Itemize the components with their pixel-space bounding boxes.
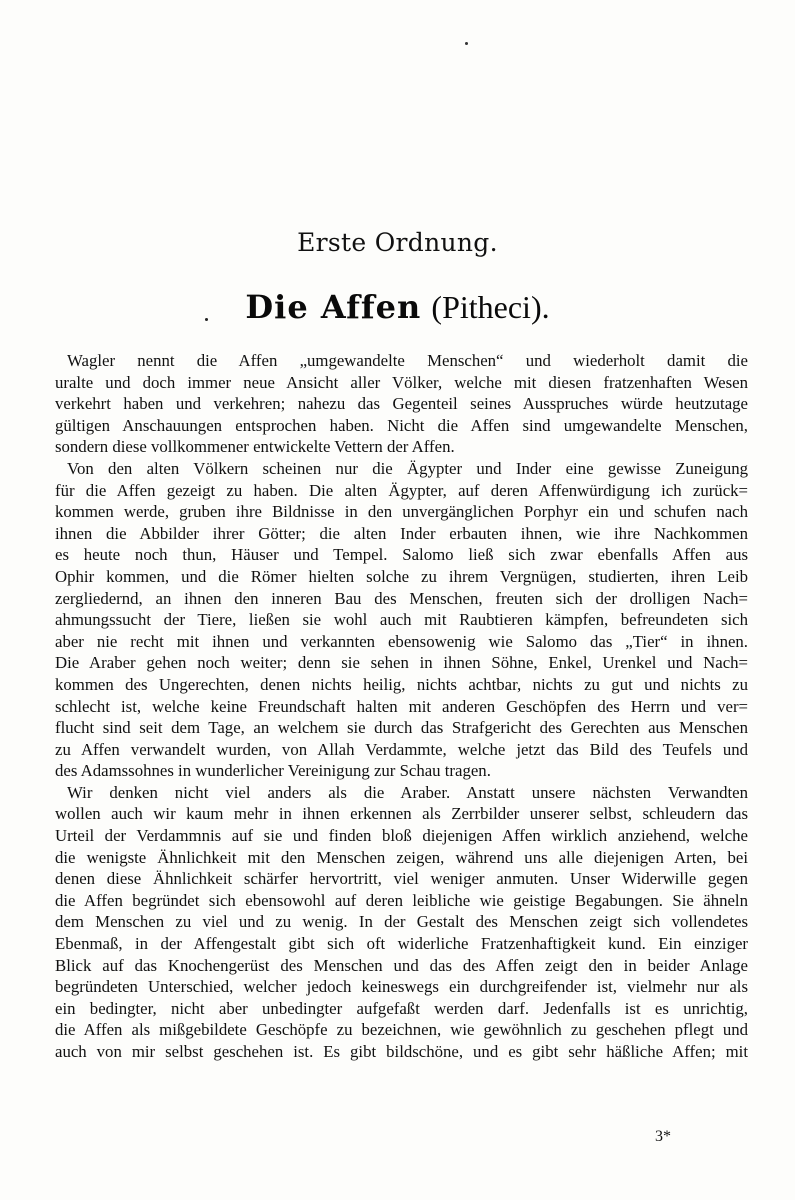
text-line: Ebenmaß, in der Affengestalt gibt sich oft widerliche Fratzenhaftigkeit kund. Ein einziger [55,934,748,954]
text-line: Blick auf das Knochengerüst des Menschen und das des Affen zeigt den in beider Anlage [55,955,748,975]
text-line: verkehrt haben und verkehren; nahezu das Gegenteil seines Ausspruches würde heutzutage [55,394,748,414]
text-line: zergliedernd, an ihnen den inneren Bau des Menschen, freuten sich der drolligen Nach= [55,588,748,608]
text-line: Die Araber gehen noch weiter; denn sie sehen in ihnen Söhne, Enkel, Urenkel und Nach= [55,653,748,673]
text-line: ihnen die Abbilder ihrer Götter; die alten Inder erbauten ihnen, wie ihre Nachkommen [55,523,748,543]
text-line: aber nie recht mit ihnen und verkannten ebensowenig wie Salomo das „Tier“ in ihnen. [55,631,748,651]
title-main: Die Affen [245,288,422,326]
text-line: ahmungssucht der Tiere, ließen sie wohl auch mit Raubtieren kämpfen, befreundeten sich [55,610,748,630]
text-line: Von den alten Völkern scheinen nur die Ägypter und Inder eine gewisse Zuneigung [67,458,748,478]
signature-mark: 3* [655,1128,671,1145]
text-line: Wir denken nicht viel anders als die Araber. Anstatt unsere nächsten Verwandten [67,782,748,802]
text-line: für die Affen gezeigt zu haben. Die alten Ägypter, auf deren Affenwürdigung ich zurück= [55,480,748,500]
text-line: wollen auch wir kaum mehr in ihnen erkennen als Zerrbilder unserer selbst, schleudern das [55,804,748,824]
text-line: sondern diese vollkommener entwickelte Vettern der Affen. [55,437,455,457]
paragraph-2 [55,458,748,782]
text-line: die Affen als mißgebildete Geschöpfe zu bezeichnen, wie gewöhnlich zu geschehen pflegt und [55,1020,748,1040]
text-line: flucht sind seit dem Tage, an welchem sie durch das Strafgericht des Gerechten aus Menschen [55,718,748,738]
text-line: uralte und doch immer neue Ansicht aller Völker, welche mit diesen fratzenhaften Wesen [55,372,748,392]
text-line: Ophir kommen, und die Römer hielten solche zu ihrem Vergnügen, studierten, ihren Leib [55,566,748,586]
text-line: Wagler nennt die Affen „umgewandelte Menschen“ und wiederholt damit die [67,351,748,370]
text-line: gültigen Anschauungen entsprochen haben. Nicht die Affen sind umgewandelte Menschen, [55,415,748,435]
text-line: ein bedingter, nicht aber unbedingter aufgefaßt werden darf. Jedenfalls ist es unrichtig, [55,998,748,1018]
text-line: schlecht ist, welche keine Freundschaft halten mit anderen Geschöpfen des Herrn und ver= [55,696,748,716]
text-line: des Adamssohnes in wunderlicher Vereinigung zur Schau tragen. [55,761,491,781]
body-text [55,350,748,1063]
text-line: kommen werde, gruben ihre Bildnisse in den unvergänglichen Porphyr ein und schufen nach [55,502,748,522]
chapter-heading: Erste Ordnung. [297,228,498,257]
text-line: dem Menschen zu viel und zu wenig. In der Gestalt des Menschen zeigt sich vollendetes [55,912,748,932]
paragraph-3 [55,782,748,1063]
text-line: es heute noch thun, Häuser und Tempel. Salomo ließ sich zwar ebenfalls Affen aus [55,545,748,565]
title-latin: (Pitheci). [431,289,550,325]
section-title [0,288,795,326]
text-line: kommen des Ungerechten, denen nichts heilig, nichts achtbar, nichts zu gut und nichts zu [55,674,748,694]
text-line: die wenigste Ähnlichkeit mit den Menschen zeigen, während uns alle diejenigen Arten, bei [55,847,748,867]
text-line: Urteil der Verdammnis auf sie und finden bloß diejenigen Affen wirklich anziehend, welche [55,826,748,846]
text-line: denen diese Ähnlichkeit schärfer hervortritt, viel weniger anmuten. Unser Widerwille gegen [55,869,748,889]
paragraph-1 [55,350,748,458]
text-line: die Affen begründet sich ebensowohl auf deren leibliche wie geistige Begabungen. Sie ähneln [55,890,748,910]
print-speck [465,42,468,45]
text-line: auch von mir selbst geschehen ist. Es gibt bildschöne, und es gibt sehr häßliche Affen; mit [55,1042,748,1061]
text-line: begründeten Unterschied, welcher jedoch keineswegs ein durchgreifender ist, vielmehr nur als [55,977,748,997]
print-dot [205,318,208,321]
text-line: zu Affen verwandelt wurden, von Allah Verdammte, welche jetzt das Bild des Teufels und [55,739,748,759]
